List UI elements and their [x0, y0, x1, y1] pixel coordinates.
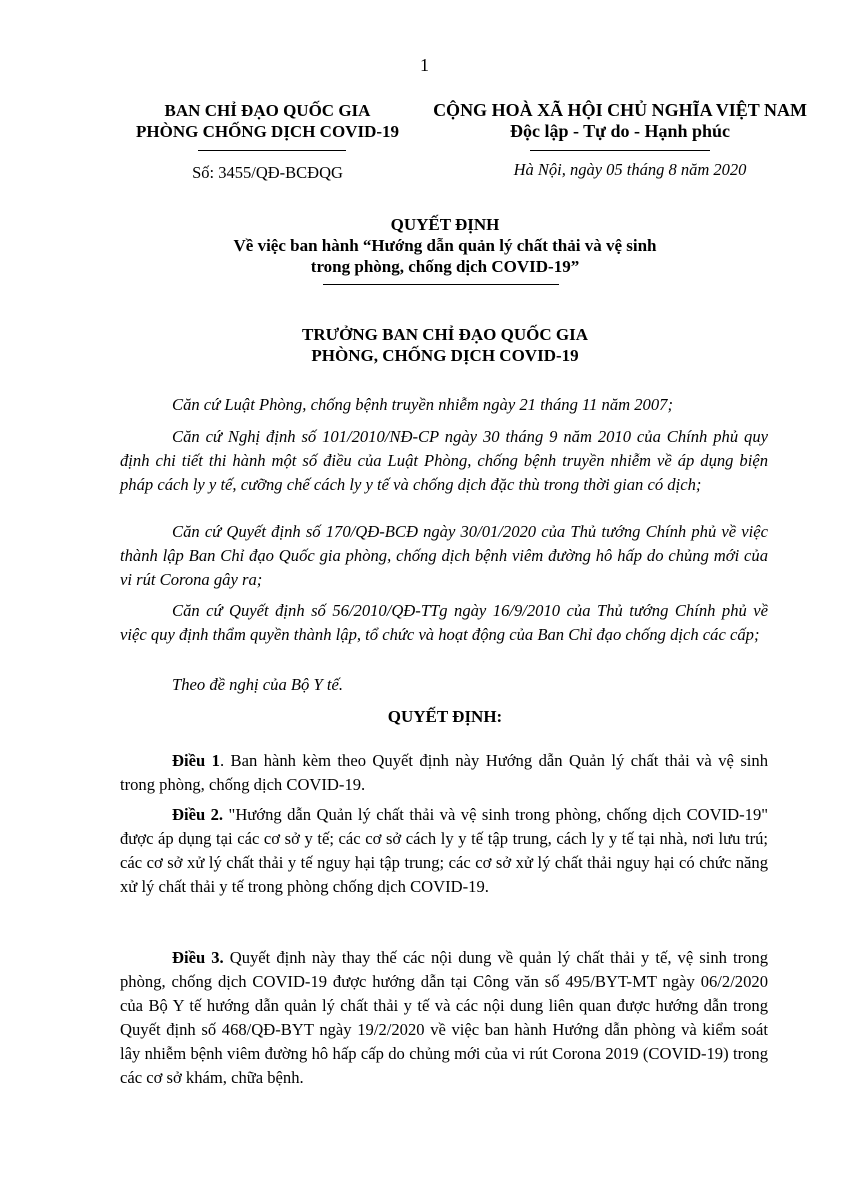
article-label: Điều 2.	[172, 805, 224, 824]
preamble-item: Căn cứ Quyết định số 56/2010/QĐ-TTg ngày 16/9/2010 của Thủ tướng Chính phủ về việc quy định thẩm quyền thành lập, tổ chức và hoạt động của Ban Chỉ đạo chống dịch các cấp;	[120, 601, 768, 644]
article-text: Quyết định này thay thế các nội dung về quản lý chất thải y tế, vệ sinh trong phòng, chống dịch COVID-19 được hướng dẫn tại Công văn số 495/BYT-MT ngày 06/2/2020 của Bộ Y tế hướng dẫn quản lý chất thải y tế và các nội dung liên quan được hướng dẫn trong Quyết định số 468/QĐ-BYT ngày 19/2/2020 về việc ban hành Hướng dẫn phòng và kiểm soát lây nhiễm bệnh viêm đường hô hấp cấp do chủng mới của vi rút Corona 2019 (COVID-19) trong các cơ sở khám, chữa bệnh.	[120, 948, 768, 1087]
preamble-item: Theo đề nghị của Bộ Y tế.	[172, 675, 343, 694]
document-title	[120, 214, 770, 277]
page-number: 1	[420, 55, 429, 75]
motto-underline	[530, 150, 710, 151]
title-line-1: QUYẾT ĐỊNH	[390, 215, 500, 234]
republic-line-2: Độc lập - Tự do - Hạnh phúc	[509, 121, 731, 141]
preamble-item: Căn cứ Luật Phòng, chống bệnh truyền nhiễm ngày 21 tháng 11 năm 2007;	[172, 395, 673, 414]
national-motto	[410, 100, 830, 142]
article-2	[120, 803, 768, 899]
issue-date: Hà Nội, ngày 05 tháng 8 năm 2020	[513, 160, 747, 179]
title-underline	[323, 284, 559, 285]
chief-line-2: PHÒNG, CHỐNG DỊCH COVID-19	[311, 346, 579, 365]
republic-line-1: CỘNG HOÀ XÃ HỘI CHỦ NGHĨA VIỆT NAM	[433, 100, 807, 120]
org-line-1: BAN CHỈ ĐẠO QUỐC GIA	[164, 101, 371, 120]
article-3	[120, 946, 768, 1090]
issuing-body	[100, 100, 435, 142]
preamble-item: Căn cứ Quyết định số 170/QĐ-BCĐ ngày 30/01/2020 của Thủ tướng Chính phủ về việc thành lập Ban Chỉ đạo Quốc gia phòng, chống dịch bệnh viêm đường hô hấp do chủng mới của vi rút Corona gây ra;	[120, 522, 768, 589]
org-underline	[198, 150, 346, 151]
org-line-2: PHÒNG CHỐNG DỊCH COVID-19	[135, 122, 400, 141]
issuer-title	[120, 324, 770, 366]
article-label: Điều 1	[172, 751, 220, 770]
article-text: "Hướng dẫn Quản lý chất thải và vệ sinh trong phòng, chống dịch COVID-19" được áp dụng tại các cơ sở y tế; các cơ sở cách ly y tế tập trung, cách ly y tế tại nhà, nơi lưu trú; các cơ sở xử lý chất thải y tế nguy hại tập trung; các cơ sở xử lý chất thải nguy hại có chức năng xử lý chất thải y tế trong phòng chống dịch COVID-19.	[120, 805, 769, 896]
chief-line-1: TRƯỞNG BAN CHỈ ĐẠO QUỐC GIA	[301, 325, 589, 344]
document-number: Số: 3455/QĐ-BCĐQG	[192, 163, 343, 182]
decision-heading: QUYẾT ĐỊNH:	[387, 707, 503, 726]
title-line-2: Về việc ban hành “Hướng dẫn quản lý chất thải và vệ sinh	[233, 236, 657, 255]
article-label: Điều 3.	[172, 948, 224, 967]
article-text: . Ban hành kèm theo Quyết định này Hướng dẫn Quản lý chất thải và vệ sinh trong phòng, chống dịch COVID-19.	[120, 751, 768, 794]
preamble-item: Căn cứ Nghị định số 101/2010/NĐ-CP ngày 30 tháng 9 năm 2010 của Chính phủ quy định chi tiết thi hành một số điều của Luật Phòng, chống bệnh truyền nhiễm về áp dụng biện pháp cách ly y tế, cưỡng chế cách ly y tế và chống dịch đặc thù trong thời gian có dịch;	[120, 427, 768, 494]
title-line-3: trong phòng, chống dịch COVID-19”	[310, 257, 580, 276]
article-1	[120, 749, 768, 797]
